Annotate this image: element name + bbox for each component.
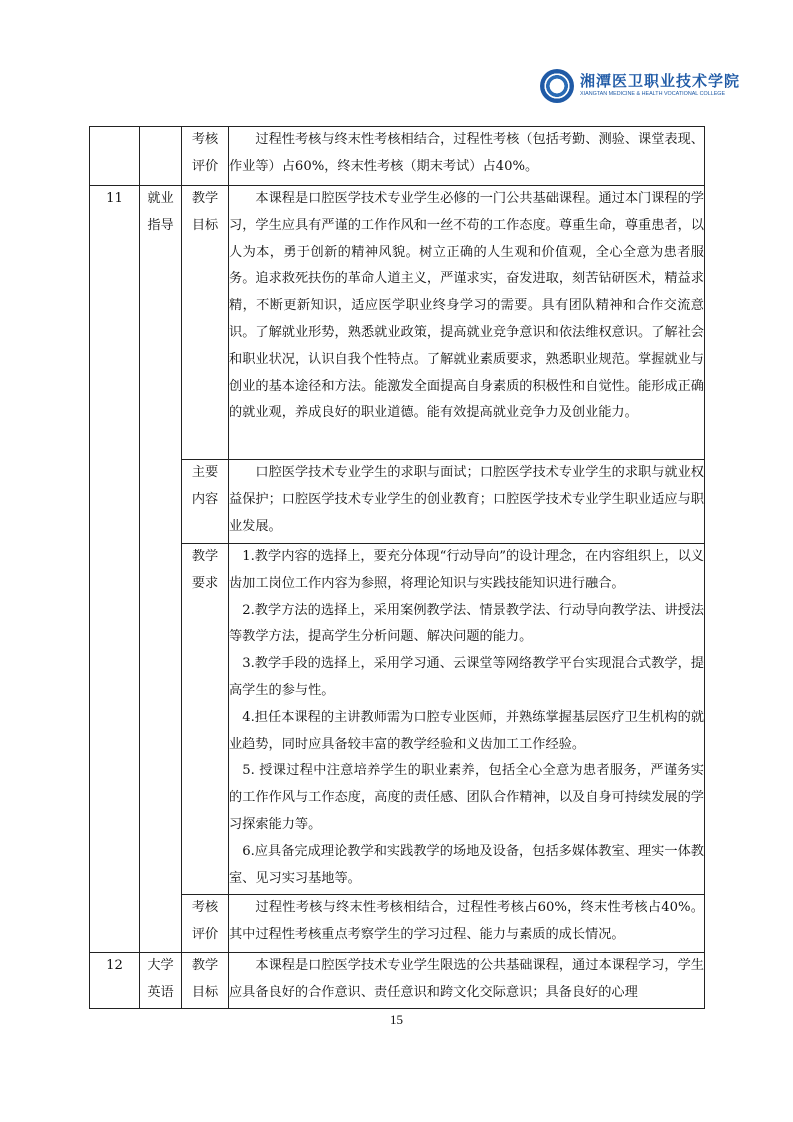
label-line: 评价 xyxy=(191,926,219,942)
requirement-item: 4.担任本课程的主讲教师需为口腔专业医师，并熟练掌握基层医疗卫生机构的就业趋势，同时应具备较丰富的教学经验和义齿加工工作经验。 xyxy=(229,709,704,752)
table-row xyxy=(90,544,705,895)
college-name-block xyxy=(580,74,740,97)
curriculum-table xyxy=(89,126,705,1009)
objective-content xyxy=(229,953,705,1009)
course-name-job-guidance xyxy=(140,186,182,953)
assessment-content xyxy=(229,127,705,186)
course-name-line: 指导 xyxy=(147,217,174,233)
assessment-label xyxy=(182,895,229,953)
course-name-line: 英语 xyxy=(147,984,174,1000)
label-line: 考核 xyxy=(191,900,219,915)
requirement-item: 1.教学内容的选择上，要充分体现“行动导向”的设计理念，在内容组织上，以义齿加工岗位工作内容为参照，将理论知识与实践技能知识进行融合。 xyxy=(229,549,704,591)
course-name-line: 就业 xyxy=(147,191,174,206)
requirement-item: 3.教学手段的选择上，采用学习通、云课堂等网络教学平台实现混合式教学，提高学生的参与性。 xyxy=(229,656,704,698)
label-line: 目标 xyxy=(191,984,219,1000)
table-row xyxy=(90,895,705,953)
objective-text: 本课程是口腔医学技术专业学生限选的公共基础课程，通过本课程学习，学生应具备良好的合作意识、责任意识和跨文化交际意识；具备良好的心理 xyxy=(229,958,704,1000)
course-number-12: 12 xyxy=(90,953,140,1009)
assessment-content xyxy=(229,895,705,953)
label-line: 要求 xyxy=(191,575,219,591)
objective-text: 本课程是口腔医学技术专业学生必修的一门公共基础课程。通过本门课程的学习，学生应具有严谨的工作作风和一丝不苟的工作态度。尊重生命，尊重患者，以人为本，勇于创新的精神风貌。树立正确的人生观和价值观，全心全意为患者服务。追求救死扶伤的革命人道主义，严谨求实，奋发进取，刻苦钻研医术，精益求精，不断更新知识，适应医学职业终身学习的需要。具有团队精神和合作交流意识。了解就业形势，熟悉就业政策，提高就业竞争意识和依法维权意识。了解社会和职业状况，认识自我个性特点。了解就业素质要求，熟悉职业规范。掌握就业与创业的基本途径和方法。能激发全面提高自身素质的积极性和自觉性。能形成正确的就业观，养成良好的职业道德。能有效提高就业竞争力及创业能力。 xyxy=(229,191,704,421)
assessment-label xyxy=(182,127,229,186)
label-line: 内容 xyxy=(191,491,219,507)
assessment-text: 过程性考核与终末性考核相结合，过程性考核（包括考勤、测验、课堂表现、作业等）占60%，终末性考核（期末考试）占40%。 xyxy=(229,132,704,174)
label-line: 评价 xyxy=(191,158,219,174)
label-line: 教学 xyxy=(191,958,219,973)
college-logo xyxy=(540,66,740,106)
college-name-en: XIANGTAN MEDICINE & HEALTH VOCATIONAL COLLEGE xyxy=(580,91,726,98)
main-content xyxy=(229,460,705,544)
objective-label xyxy=(182,186,229,460)
requirements-label xyxy=(182,544,229,895)
table-row xyxy=(90,460,705,544)
label-line: 教学 xyxy=(191,549,219,564)
main-content-label xyxy=(182,460,229,544)
table-row xyxy=(90,953,705,1009)
college-emblem-icon xyxy=(540,69,574,103)
page-number: 15 xyxy=(390,1012,403,1027)
objective-content xyxy=(229,186,705,460)
table-row xyxy=(90,186,705,460)
course-name-line: 大学 xyxy=(147,958,174,973)
table-row xyxy=(90,127,705,186)
course-number-11: 11 xyxy=(90,186,140,953)
assessment-text: 过程性考核与终末性考核相结合，过程性考核占60%，终末性考核占40%。其中过程性考核重点考察学生的学习过程、能力与素质的成长情况。 xyxy=(229,900,704,942)
label-line: 目标 xyxy=(191,217,219,233)
objective-label xyxy=(182,953,229,1009)
course-name-cell xyxy=(140,127,182,186)
label-line: 主要 xyxy=(191,465,219,480)
course-number-cell xyxy=(90,127,140,186)
label-line: 教学 xyxy=(191,191,219,206)
requirements-content xyxy=(229,544,705,895)
label-line: 考核 xyxy=(191,132,219,147)
course-name-college-english xyxy=(140,953,182,1009)
college-name-cn: 湘潭医卫职业技术学院 xyxy=(580,72,741,91)
requirement-item: 5. 授课过程中注意培养学生的职业素养，包括全心全意为患者服务，严谨务实的工作作风与工作态度，高度的责任感、团队合作精神，以及自身可持续发展的学习探索能力等。 xyxy=(229,763,704,832)
main-content-text: 口腔医学技术专业学生的求职与面试；口腔医学技术专业学生的求职与就业权益保护；口腔医学技术专业学生的创业教育；口腔医学技术专业学生职业适应与职业发展。 xyxy=(229,465,704,534)
requirement-item: 6.应具备完成理论教学和实践教学的场地及设备，包括多媒体教室、理实一体教室、见习实习基地等。 xyxy=(229,843,704,886)
requirement-item: 2.教学方法的选择上，采用案例教学法、情景教学法、行动导向教学法、讲授法等教学方法，提高学生分析问题、解决问题的能力。 xyxy=(229,602,704,645)
